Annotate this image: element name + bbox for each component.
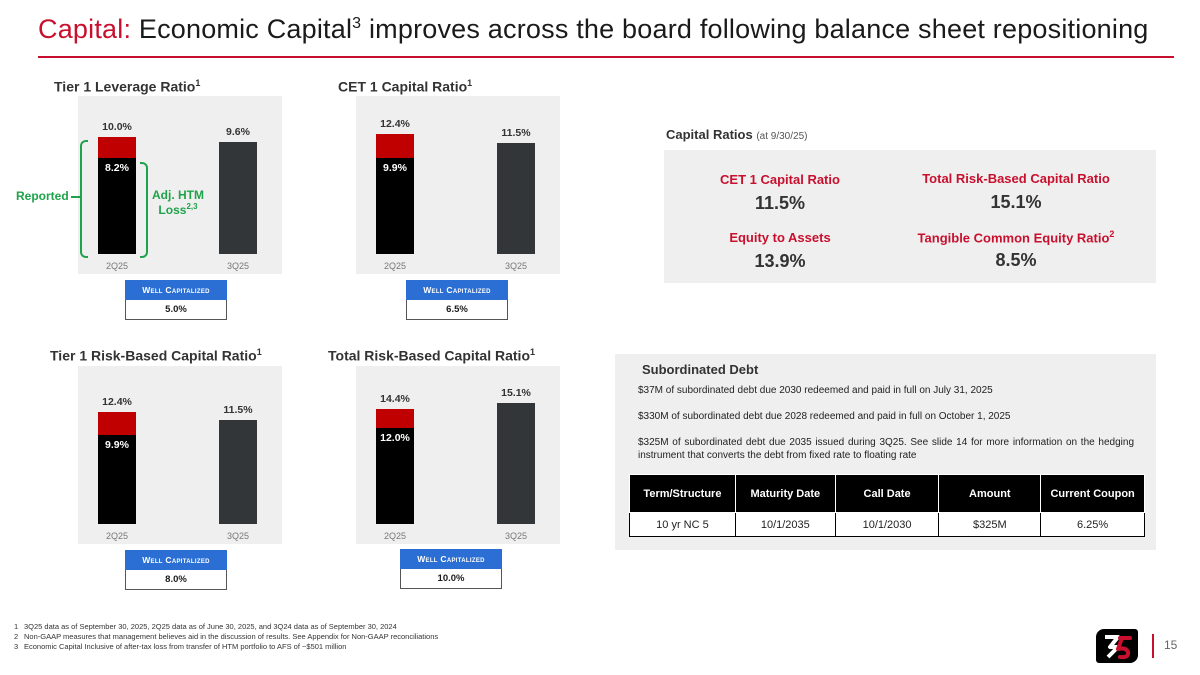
total-data-label-2Q25: 14.4% bbox=[380, 392, 410, 405]
page-number: 15 bbox=[1164, 638, 1178, 652]
ratio-name-total-risk-based: Total Risk-Based Capital Ratio bbox=[922, 171, 1110, 186]
table-cell-term: 10 yr NC 5 bbox=[630, 513, 736, 537]
footnote-text: Non-GAAP measures that management believes aid in the discussion of results. See Appendix for Non-GAAP reconciliations bbox=[24, 632, 439, 641]
footnote-2 bbox=[14, 632, 438, 642]
title-underline bbox=[38, 56, 1174, 58]
slide-title bbox=[38, 14, 1149, 45]
subordinated-debt-table bbox=[629, 474, 1145, 537]
ratio-name-tangible-common-equity bbox=[900, 229, 1132, 245]
table-row bbox=[630, 513, 1145, 537]
page-number-separator bbox=[1152, 634, 1154, 658]
table-cell-amount: $325M bbox=[939, 513, 1041, 537]
capital-ratios-title bbox=[666, 127, 807, 142]
title-main: Economic Capital bbox=[131, 14, 353, 44]
title-superscript: 3 bbox=[352, 15, 362, 32]
chart-title-text: Tier 1 Leverage Ratio bbox=[54, 78, 196, 95]
capital-ratios-title-text: Capital Ratios bbox=[666, 127, 753, 142]
footnotes bbox=[14, 622, 438, 652]
well-capitalized-header: Well Capitalized bbox=[400, 549, 502, 569]
total-data-label-2Q25: 12.4% bbox=[102, 396, 132, 408]
chart-title-cet1 bbox=[338, 78, 472, 95]
adj-htm-sup: 2,3 bbox=[186, 202, 198, 211]
column-header-amount: Amount bbox=[939, 475, 1041, 513]
category-label-3Q25: 3Q25 bbox=[226, 261, 250, 271]
bar-reported-3Q25 bbox=[219, 420, 257, 524]
category-label-2Q25: 2Q25 bbox=[105, 261, 129, 271]
column-header-current-coupon: Current Coupon bbox=[1041, 475, 1145, 513]
bar-reported-3Q25 bbox=[219, 142, 257, 254]
bar-reported-3Q25 bbox=[497, 403, 535, 524]
total-data-label-3Q25: 11.5% bbox=[223, 404, 253, 417]
title-rest: improves across the board following balance sheet repositioning bbox=[361, 14, 1149, 44]
footnote-3 bbox=[14, 642, 438, 652]
chart-title-text: Tier 1 Risk-Based Capital Ratio bbox=[50, 347, 257, 364]
footnote-text: Economic Capital Inclusive of after-tax loss from transfer of HTM portfolio to AFS of ~$501 million bbox=[24, 642, 347, 651]
category-label-2Q25: 2Q25 bbox=[383, 531, 407, 541]
reported-data-label-2Q25: 9.9% bbox=[383, 162, 407, 175]
column-header-maturity-date: Maturity Date bbox=[735, 475, 835, 513]
total-data-label-3Q25: 9.6% bbox=[226, 126, 250, 138]
ratio-name-equity-to-assets: Equity to Assets bbox=[729, 230, 831, 245]
reported-label: Reported bbox=[16, 189, 69, 203]
bar-reported-3Q25 bbox=[497, 143, 535, 254]
subordinated-debt-line-2: $330M of subordinated debt due 2028 redeemed and paid in full on October 1, 2025 bbox=[638, 411, 1011, 422]
table-cell-call-date: 10/1/2030 bbox=[835, 513, 939, 537]
ratio-value-cet1: 11.5% bbox=[754, 193, 806, 213]
well-capitalized-total-risk-based bbox=[400, 549, 502, 589]
footnote-1 bbox=[14, 622, 438, 632]
well-capitalized-value: 5.0% bbox=[125, 300, 227, 320]
chart-title-sup: 1 bbox=[195, 78, 201, 88]
chart-title-text: Total Risk-Based Capital Ratio bbox=[328, 347, 531, 364]
table-cell-maturity-date: 10/1/2035 bbox=[735, 513, 835, 537]
category-label-2Q25: 2Q25 bbox=[383, 261, 407, 271]
chart-tier1-risk-based bbox=[78, 366, 282, 544]
capital-ratios-as-of: (at 9/30/25) bbox=[756, 131, 808, 142]
ratio-name-cet1: CET 1 Capital Ratio bbox=[720, 172, 840, 187]
well-capitalized-tier1-leverage bbox=[125, 280, 227, 320]
chart-title-sup: 1 bbox=[256, 347, 262, 357]
company-logo bbox=[1096, 629, 1138, 663]
well-capitalized-value: 8.0% bbox=[125, 570, 227, 590]
bar-adj-htm-2Q25 bbox=[376, 134, 414, 158]
well-capitalized-header: Well Capitalized bbox=[406, 280, 508, 300]
subordinated-debt-line-3: $325M of subordinated debt due 2035 issued during 3Q25. See slide 14 for more information on the hedging instrument that converts the debt from fixed rate to floating rate bbox=[638, 437, 1134, 461]
title-prefix: Capital: bbox=[38, 14, 132, 44]
footnote-number: 2 bbox=[14, 632, 19, 641]
reported-bracket bbox=[80, 140, 88, 258]
well-capitalized-value: 10.0% bbox=[400, 569, 502, 589]
chart-title-tier1-risk-based bbox=[50, 347, 262, 364]
reported-data-label-2Q25: 12.0% bbox=[380, 432, 410, 444]
bar-adj-htm-2Q25 bbox=[98, 137, 136, 158]
column-header-term: Term/Structure bbox=[630, 475, 736, 513]
chart-title-total-risk-based bbox=[328, 347, 535, 364]
ratio-name-tce-sup: 2 bbox=[1109, 229, 1115, 239]
well-capitalized-tier1-risk-based bbox=[125, 550, 227, 590]
total-data-label-2Q25: 10.0% bbox=[102, 121, 132, 134]
total-data-label-2Q25: 12.4% bbox=[380, 118, 410, 131]
total-data-label-3Q25: 11.5% bbox=[501, 126, 531, 139]
chart-title-tier1-leverage bbox=[54, 78, 200, 95]
chart-tier1-leverage bbox=[78, 96, 282, 274]
column-header-call-date: Call Date bbox=[835, 475, 939, 513]
bar-adj-htm-2Q25 bbox=[98, 412, 136, 435]
ratio-name-tce-text: Tangible Common Equity Ratio bbox=[917, 230, 1110, 246]
reported-data-label-2Q25: 8.2% bbox=[105, 162, 129, 175]
category-label-3Q25: 3Q25 bbox=[504, 261, 528, 271]
footnote-number: 3 bbox=[14, 642, 19, 651]
chart-total-risk-based bbox=[356, 366, 560, 544]
well-capitalized-value: 6.5% bbox=[406, 300, 508, 320]
adj-htm-bracket bbox=[140, 162, 148, 258]
well-capitalized-header: Well Capitalized bbox=[125, 550, 227, 570]
chart-title-sup: 1 bbox=[530, 347, 536, 357]
category-label-3Q25: 3Q25 bbox=[226, 531, 250, 541]
subordinated-debt-title: Subordinated Debt bbox=[642, 362, 759, 377]
ratio-value-total-risk-based: 15.1% bbox=[990, 192, 1042, 212]
footnote-number: 1 bbox=[14, 622, 19, 631]
table-cell-current-coupon: 6.25% bbox=[1041, 513, 1145, 537]
chart-cet1 bbox=[356, 96, 560, 274]
adj-htm-loss-text: Loss bbox=[158, 203, 187, 217]
chart-title-sup: 1 bbox=[467, 78, 473, 88]
adj-htm-label bbox=[152, 188, 204, 217]
subordinated-debt-line-1: $37M of subordinated debt due 2030 redeemed and paid in full on July 31, 2025 bbox=[638, 385, 993, 396]
reported-tick bbox=[71, 196, 80, 198]
category-label-2Q25: 2Q25 bbox=[105, 531, 129, 541]
chart-title-text: CET 1 Capital Ratio bbox=[338, 78, 468, 95]
ratio-value-equity-to-assets: 13.9% bbox=[754, 251, 806, 271]
footnote-text: 3Q25 data as of September 30, 2025, 2Q25 data as of June 30, 2025, and 3Q24 data as of September 30, 2024 bbox=[24, 622, 397, 631]
logo-mark-icon bbox=[1096, 629, 1138, 663]
table-header-row bbox=[630, 475, 1145, 513]
ratio-value-tangible-common-equity: 8.5% bbox=[995, 250, 1037, 270]
adj-htm-line2 bbox=[152, 202, 204, 217]
category-label-3Q25: 3Q25 bbox=[504, 531, 528, 541]
well-capitalized-header: Well Capitalized bbox=[125, 280, 227, 300]
adj-htm-line1: Adj. HTM bbox=[152, 188, 204, 202]
total-data-label-3Q25: 15.1% bbox=[501, 387, 531, 400]
well-capitalized-cet1 bbox=[406, 280, 508, 320]
reported-data-label-2Q25: 9.9% bbox=[105, 438, 129, 451]
bar-adj-htm-2Q25 bbox=[376, 409, 414, 428]
